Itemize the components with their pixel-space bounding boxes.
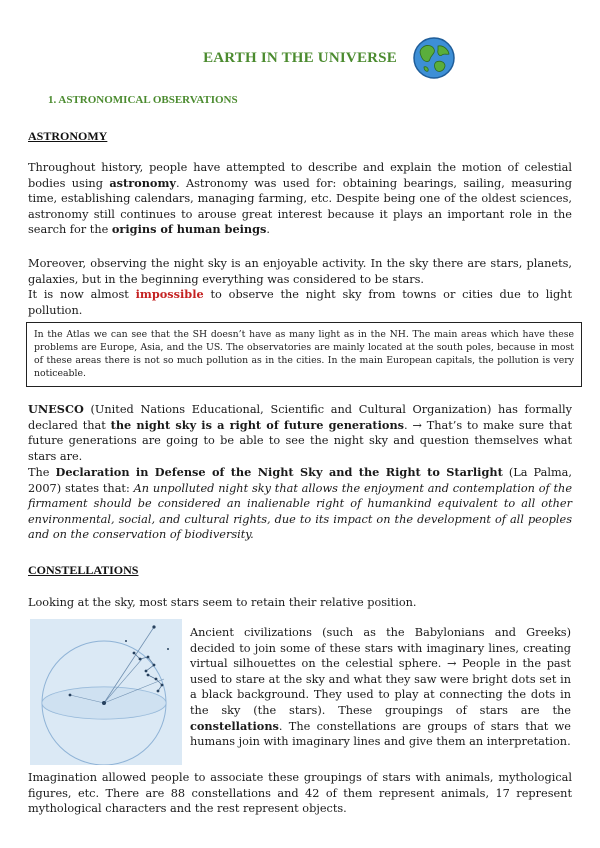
unesco-paragraph <box>28 402 572 464</box>
text-run: Throughout history, people have attempted to describe and explain the motion of celestial bodies using <box>28 161 572 190</box>
text-run: . <box>266 223 270 237</box>
text-run: to observe the night sky from towns or cities due to light pollution. <box>28 288 572 317</box>
text-run: It is now almost <box>28 288 136 302</box>
globe-icon <box>412 36 456 80</box>
astronomy-paragraph-2 <box>28 256 572 318</box>
section-heading: 1. ASTRONOMICAL OBSERVATIONS <box>48 94 238 106</box>
highlight-impossible: impossible <box>135 287 204 302</box>
celestial-sphere-illustration <box>30 619 182 765</box>
bold-term-declaration: Declaration in Defense of the Night Sky and the Right to Starlight <box>55 465 503 479</box>
bold-term-origins: origins of human beings <box>111 222 267 237</box>
constellations-description <box>190 625 571 750</box>
bold-term-astronomy: astronomy <box>109 175 176 190</box>
constellations-heading: CONSTELLATIONS <box>28 563 139 577</box>
declaration-quote: An unpolluted night sky that allows the enjoyment and contemplation of the firmament should be considered an inalienable right of humankind equivalent to all other environmental, social, and cultural rights, due to its impact on the development of all peoples and on the conservation of biodiversity. <box>28 481 573 542</box>
text-run: . → That’s to make sure that future generations are going to be able to see the night sky and question themselves what stars are. <box>28 418 572 463</box>
constellations-intro: Looking at the sky, most stars seem to retain their relative position. <box>28 596 417 609</box>
text-run: Ancient civilizations (such as the Babylonians and Greeks) decided to join some of these stars with imaginary lines, creating virtual silhouettes on the celestial sphere. → People in the past used to stare at the sky and what they saw were bright dots set in a black background. They used to play at connecting the dots in the sky (the stars). These groupings of stars are the <box>190 626 571 717</box>
astronomy-heading: ASTRONOMY <box>28 129 108 143</box>
bold-term-unesco: UNESCO <box>28 402 84 416</box>
light-pollution-note-box: In the Atlas we can see that the SH doesn’t have as many light as in the NH. The main areas which have these problems are Europe, Asia, and the US. The observatories are mainly located at the south poles, because in most of these areas there is not so much pollution as in the cities. In the main European capitals, the pollution is very noticeable. <box>26 322 582 387</box>
text-run: The <box>28 466 56 479</box>
astronomy-paragraph-1 <box>28 160 572 238</box>
constellations-closing: Imagination allowed people to associate these groupings of stars with animals, mythological figures, etc. There are 88 constellations and 42 of them represent animals, 17 represent mythological characters and the rest represent objects. <box>28 771 572 816</box>
text-run: . The constellations are groups of stars that we humans join with imaginary lines and give them an interpretation. <box>190 719 571 749</box>
bold-term-right: the night sky is a right of future generations <box>110 417 405 432</box>
declaration-paragraph <box>28 465 572 543</box>
text-run: Moreover, observing the night sky is an enjoyable activity. In the sky there are stars, planets, galaxies, but in the beginning everything was considered to be stars. <box>28 257 572 286</box>
page-title: EARTH IN THE UNIVERSE <box>203 50 397 66</box>
text-run: (United Nations Educational, Scientific and Cultural Organization) has formally declared that <box>28 403 572 432</box>
bold-term-constellations: constellations <box>190 718 279 733</box>
text-run: (La Palma, 2007) states that: <box>28 466 572 495</box>
text-run: . Astronomy was used for: obtaining bearings, sailing, measuring time, establishing calendars, managing farming, etc. Despite being one of the oldest sciences, astronomy still continues to arouse great interest because it plays an important role in the search for the <box>28 176 572 237</box>
